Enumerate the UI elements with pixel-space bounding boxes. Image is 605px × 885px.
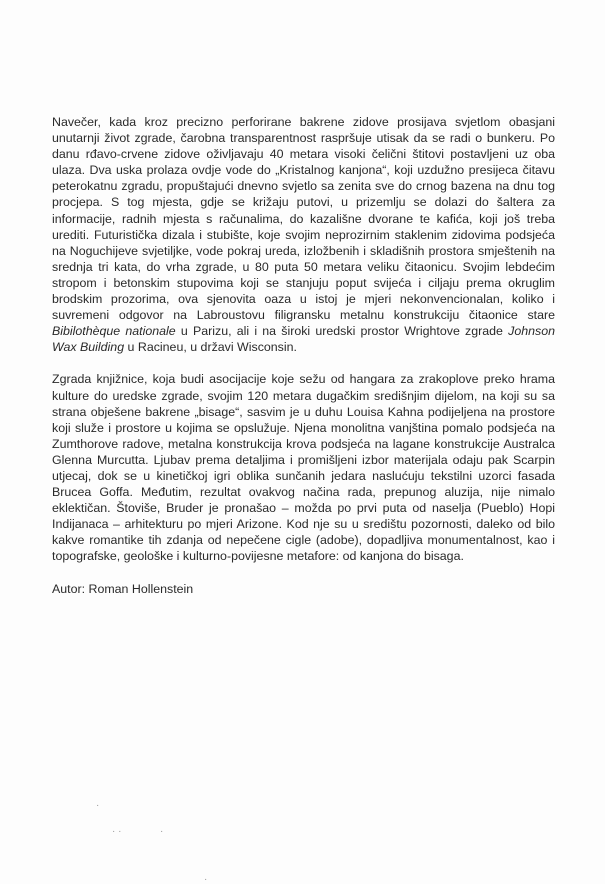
paragraph-1-text-a: Navečer, kada kroz precizno perforirane bakrene zidove prosijava svjetlom obasjani unutarnji život zgrade, čarobna transparentnost raspršuje utisak da se radi o bunkeru. Po danu rđavo-crvene zidove oživljavaju 40 metara visoki čelični štitovi postavljeni uz oba ulaza. Dva uska prolaza ovdje vode do „Kristalnog kanjona“, koji uzdužno presijeca čitavu peterokatnu zgradu, propuštajući dnevno svjetlo sa zenita sve do crnog bazena na dnu tog procjepa. S tog mjesta, gdje se križaju putovi, u prizemlju se dolazi do šaltera za informacije, radnih mjesta s računalima, do kazališne dvorane te kafića, koji još treba urediti. Futuristička dizala i stubište, koje svojim neprozirnim staklenim zidovima podsjeća na Noguchijeve svjetiljke, vode pokraj ureda, izložbenih i skladišnih prostora smještenih na srednja tri kata, do vrha zgrade, u 80 puta 50 metara veliku čitaonicu. Svojim lebdećim stropom i betonskim stupovima koji se stanjuju poput svijeća i ciljaju prema okruglim brodskim prozorima, ova sjenovita oaza u istoj je mjeri nekonvencionalan, koliko i suvremeni odgovor na Labroustovu filigransku metalnu konstrukciju čitaonice stare [52,115,555,323]
author-line: Autor: Roman Hollenstein [52,581,194,596]
paragraph-1 [52,114,555,355]
scan-speck: · [96,800,100,811]
paragraph-1-text-c: u Racineu, u državi Wisconsin. [127,340,297,355]
title-bibliotheque-nationale: Bibilothèque nationale [52,324,176,339]
paragraph-2: Zgrada knjižnice, koja budi asocijacije koje sežu od hangara za zrakoplove preko hrama kulture do uredske zgrade, svojim 120 metara dugačkim središnjim dijelom, na koji su sa strana obješene bakrene „bisage“, sasvim je u duhu Louisa Kahna podijeljena na prostore koji služe i prostore u kojima se opslužuje. Njena monolitna vanjština pomalo podsjeća na Zumthorove radove, metalna konstrukcija krova podsjeća na lagane konstrukcije Australca Glenna Murcutta. Ljubav prema detaljima i promišljeni izbor materijala odaju pak Scarpin utjecaj, dok se u kinetičkoj igri oblika sunčanih jedara naslućuju tekstilni uzorci fasada Brucea Goffa. Međutim, rezultat ovakvog načina rada, prepunog aluzija, nije nimalo eklektičan. Štoviše, Bruder je pronašao – možda po prvi puta od naselja (Pueblo) Hopi Indijanaca – arhitekturu po mjeri Arizone. Kod nje su u središtu pozornosti, daleko od bilo kakve romantike tih zdanja od nepečene cigle (adobe), dopadljiva monumentalnost, kao i topografske, geološke i kulturno-povijesne metafore: od kanjona do bisaga. [52,372,555,564]
paragraph-1-text-b: u Parizu, ali i na široki uredski prostor Wrightove zgrade [180,324,503,339]
scan-speck: · · [112,826,122,837]
scan-speck: · [160,826,164,837]
article-body [52,114,555,597]
scan-speck: · [204,874,208,885]
title-johnson-wax-building: Johnson Wax Building [52,324,555,355]
